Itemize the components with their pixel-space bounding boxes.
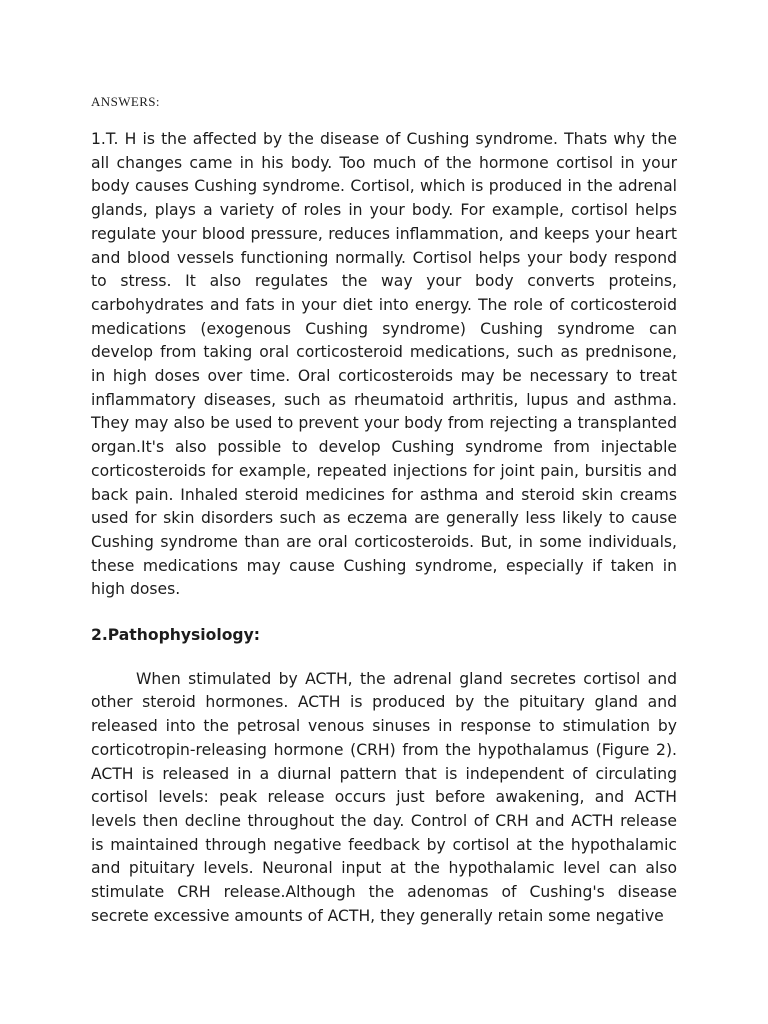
document-page: [91, 92, 677, 929]
pathophysiology-heading: 2.Pathophysiology:: [91, 626, 260, 645]
answer-1-paragraph: 1.T. H is the affected by the disease of Cushing syndrome. Thats why the all changes came in his body. Too much of the hormone cortisol in your body causes Cushing syndrome. Cortisol, which is produced in the adrenal glands, plays a variety of roles in your body. For example, cortisol helps regulate your blood pressure, reduces inflammation, and keeps your heart and blood vessels functioning normally. Cortisol helps your body respond to stress. It also regulates the way your body converts proteins, carbohydrates and fats in your diet into energy. The role of corticosteroid medications (exogenous Cushing syndrome) Cushing syndrome can develop from taking oral corticosteroid medications, such as prednisone, in high doses over time. Oral corticosteroids may be necessary to treat inflammatory diseases, such as rheumatoid arthritis, lupus and asthma. They may also be used to prevent your body from rejecting a transplanted organ.It's also possible to develop Cushing syndrome from injectable corticosteroids for example, repeated injections for joint pain, bursitis and back pain. Inhaled steroid medicines for asthma and steroid skin creams used for skin disorders such as eczema are generally less likely to cause Cushing syndrome than are oral corticosteroids. But, in some individuals, these medications may cause Cushing syndrome, especially if taken in high doses.: [91, 130, 677, 599]
pathophysiology-paragraph: When stimulated by ACTH, the adrenal gland secretes cortisol and other steroid hormones. ACTH is produced by the pituitary gland and released into the petrosal venous sinuses in response to stimulation by corticotropin-releasing hormone (CRH) from the hypothalamus (Figure 2). ACTH is released in a diurnal pattern that is independent of circulating cortisol levels: peak release occurs just before awakening, and ACTH levels then decline throughout the day. Control of CRH and ACTH release is maintained through negative feedback by cortisol at the hypothalamic and pituitary levels. Neuronal input at the hypothalamic level can also stimulate CRH release.Although the adenomas of Cushing's disease secrete excessive amounts of ACTH, they generally retain some negative: [91, 669, 677, 925]
answers-heading: ANSWERS:: [91, 94, 160, 109]
